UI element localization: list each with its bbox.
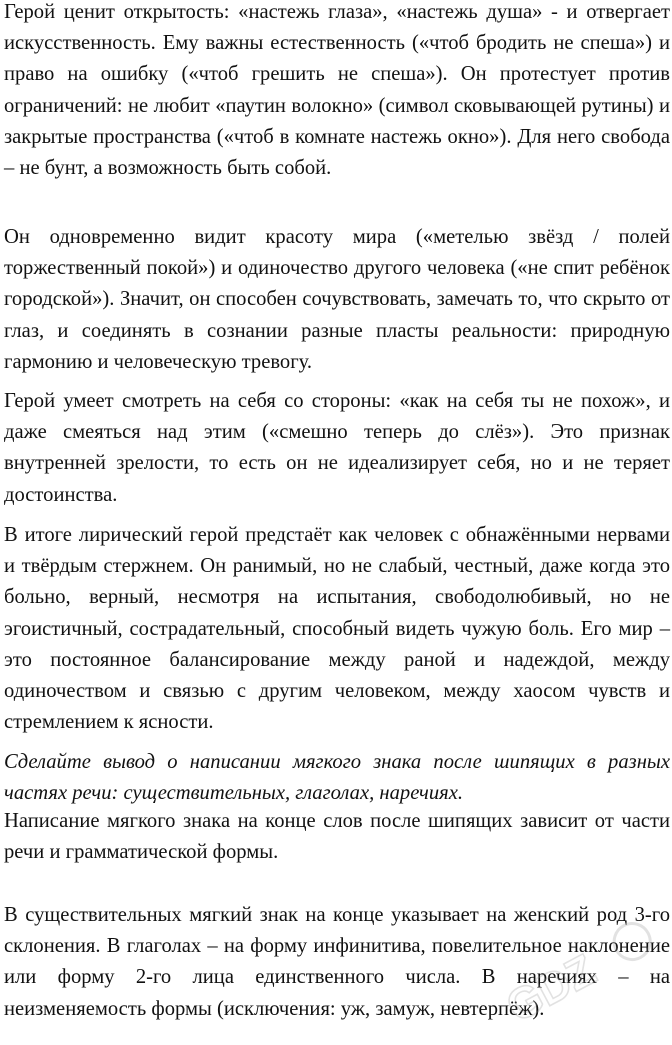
svg-text:GDZ: GDZ [498, 945, 604, 1032]
paragraph-self-reflection: Герой умеет смотреть на себя со стороны: «как на себя ты не похож», и даже смеяться над этим («смешно теперь до слёз»). Это признак внутренней зрелости, то есть он не идеализирует себя, но и не теряет достоинства. [4, 390, 670, 506]
task-instruction: Сделайте вывод о написании мягкого знака после шипящих в разных частях речи: существительных, глаголах, наречиях. [4, 751, 670, 805]
paragraph-soft-sign-rules: В существительных мягкий знак на конце указывает на женский род 3-го склонения. В глаголах – на форму инфинитива, повелительное наклонение или форму 2-го лица единственного числа. В наречиях – на неизменяемость формы (исключения: уж, замуж, невтерпёж). [4, 904, 670, 1020]
paragraph-world-beauty: Он одновременно видит красоту мира («метелью звёзд / полей торжественный покой») и одиночество другого человека («не спит ребёнок городской»). Значит, он способен сочувствовать, замечать то, что скрыто от глаз, и соединять в сознании разные пласты реальности: природную гармонию и человеческую тревогу. [4, 226, 670, 373]
paragraph-hero-openness: Герой ценит открытость: «настежь глаза», «настежь душа» - и отвергает искусственность. Ему важны естественность («чтоб бродить не спеша») и право на ошибку («чтоб грешить не спеша»). Он протестует против ограничений: не любит «паутин волокно» (символ сковывающей рутины) и закрытые пространства («чтоб в комнате настежь окно»). Для него свобода – не бунт, а возможность быть собой. [4, 1, 670, 180]
paragraph-conclusion-hero: В итоге лирический герой предстаёт как человек с обнажёнными нервами и твёрдым стержнем. Он ранимый, но не слабый, честный, даже когда это больно, верный, несмотря на испытания, свободолюбивый, но не эгоистичный, сострадательный, способный видеть чужую боль. Его мир – это постоянное балансирование между раной и надеждой, между одиночеством и связью с другим человеком, между хаосом чувств и стремлением к ясности. [4, 524, 670, 734]
paragraph-soft-sign-intro: Написание мягкого знака на конце слов после шипящих зависит от части речи и грамматической формы. [4, 810, 670, 864]
